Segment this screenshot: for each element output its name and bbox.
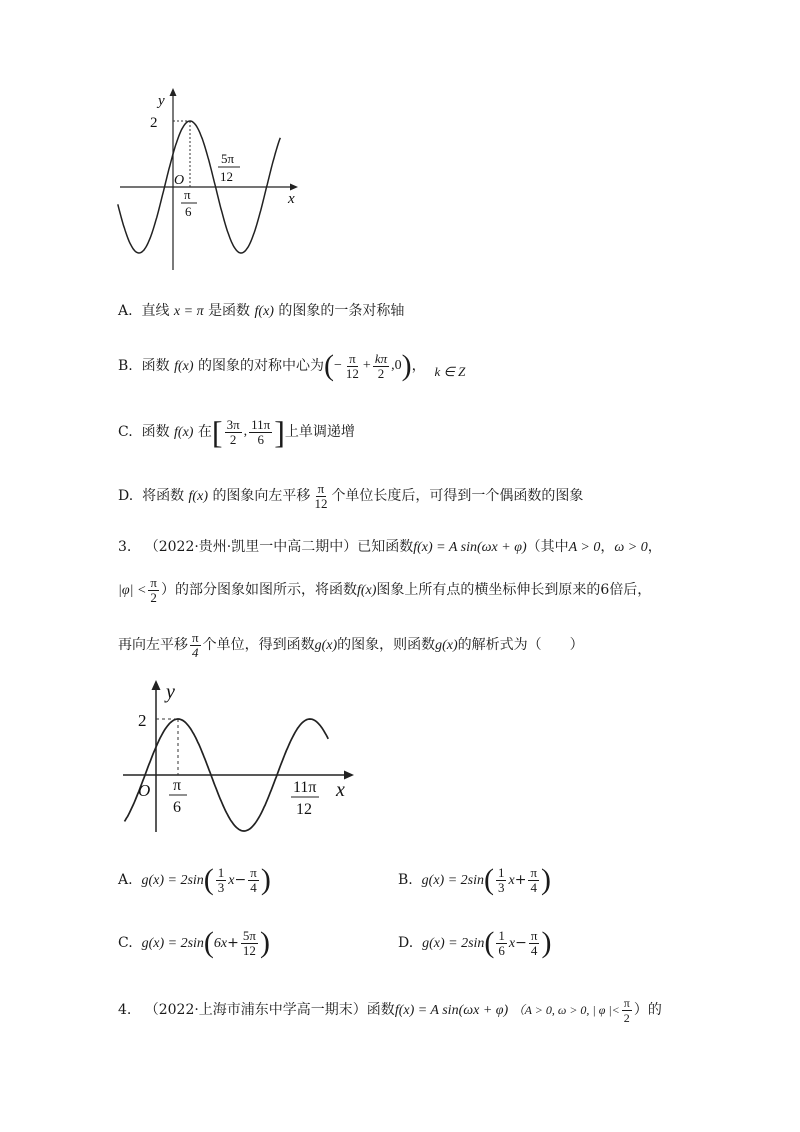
q4-line-1: 4. （2022·上海市浦东中学高一期末）函数f(x) = A sin(ωx + φ) （A > 0, ω > 0, | φ |< $\frac{\pi}{2}$ ）的 xyxy=(118,995,662,1025)
q3-number: 3. xyxy=(118,539,132,555)
q4-number: 4. xyxy=(118,1002,132,1018)
q2-option-a[interactable]: A. 直线 x = π 是函数 f(x) 的图象的一条对称轴 xyxy=(118,303,405,319)
graph-2-x-arrow xyxy=(344,771,354,780)
q3-option-a[interactable]: A. g(x) = 2sin( $\frac{1}{3}$ x− $\frac{\pi}{4}$ ) xyxy=(118,863,271,896)
graph-2-tick1-den: 6 xyxy=(173,799,181,816)
graph-2-y-arrow xyxy=(152,680,161,690)
graph-1-tick1-num: π xyxy=(184,187,191,202)
graph-1-y-label: y xyxy=(158,93,165,109)
graph-1-origin: O xyxy=(174,173,185,188)
graph-1-tick1-den: 6 xyxy=(185,204,192,219)
graph-1-y-arrow xyxy=(170,88,177,96)
q3-option-c[interactable]: C. g(x) = 2sin(6x+ $\frac{5\pi}{12}$ ) xyxy=(118,926,270,959)
q3-option-b[interactable]: B. g(x) = 2sin( $\frac{1}{3}$ x+ $\frac{\pi}{4}$ ) xyxy=(398,863,552,896)
q3-option-d[interactable]: D. g(x) = 2sin( $\frac{1}{6}$ x− $\frac{\pi}{4}$ ) xyxy=(398,926,552,959)
q2-option-b[interactable]: B. 函数 f(x) 的图象的对称中心为(− $\frac{\pi}{12}$ + $\frac{k\pi}{2}$ ,0)， k ∈ Z xyxy=(118,349,466,382)
q2-option-c[interactable]: C. 函数 f(x) 在[ $\frac{3\pi}{2}$ , $\frac{11\pi}{6}$ ]上单调递增 xyxy=(118,414,355,450)
graph-1-x-arrow xyxy=(290,184,298,191)
graph-2 xyxy=(118,672,368,837)
graph-2-origin: O xyxy=(138,781,151,800)
graph-2-tick1-num: π xyxy=(173,777,182,794)
graph-1-x-label: x xyxy=(288,191,295,207)
graph-2-x-label: x xyxy=(336,779,345,801)
graph-1 xyxy=(110,85,310,280)
q3-line-2: |φ| < $\frac{\pi}{2}$ ）的部分图象如图所示，将函数f(x)图象上所有点的横坐标伸长到原来的6倍后， xyxy=(118,574,652,605)
graph-2-tick2-den: 12 xyxy=(296,801,312,818)
graph-2-y-label: y xyxy=(166,681,175,703)
q3-line-3: 再向左平移 $\frac{\pi}{4}$ 个单位，得到函数g(x)的图象，则函数g(x)的解析式为（ ） xyxy=(118,629,584,660)
graph-1-tick2-num: 5π xyxy=(221,151,235,166)
graph-1-max-label: 2 xyxy=(150,115,158,131)
graph-1-tick2-den: 12 xyxy=(220,169,233,184)
graph-2-max-label: 2 xyxy=(138,711,147,730)
q3-line-1: 3. （2022·贵州·凯里一中高二期中）已知函数f(x) = A sin(ωx + φ)（其中A > 0，ω > 0， xyxy=(118,539,662,555)
q2-option-d[interactable]: D. 将函数 f(x) 的图象向左平移 $\frac{\pi}{12}$ 个单位长度后，可得到一个偶函数的图象 xyxy=(118,480,584,511)
graph-2-tick2-num: 11π xyxy=(293,779,317,796)
